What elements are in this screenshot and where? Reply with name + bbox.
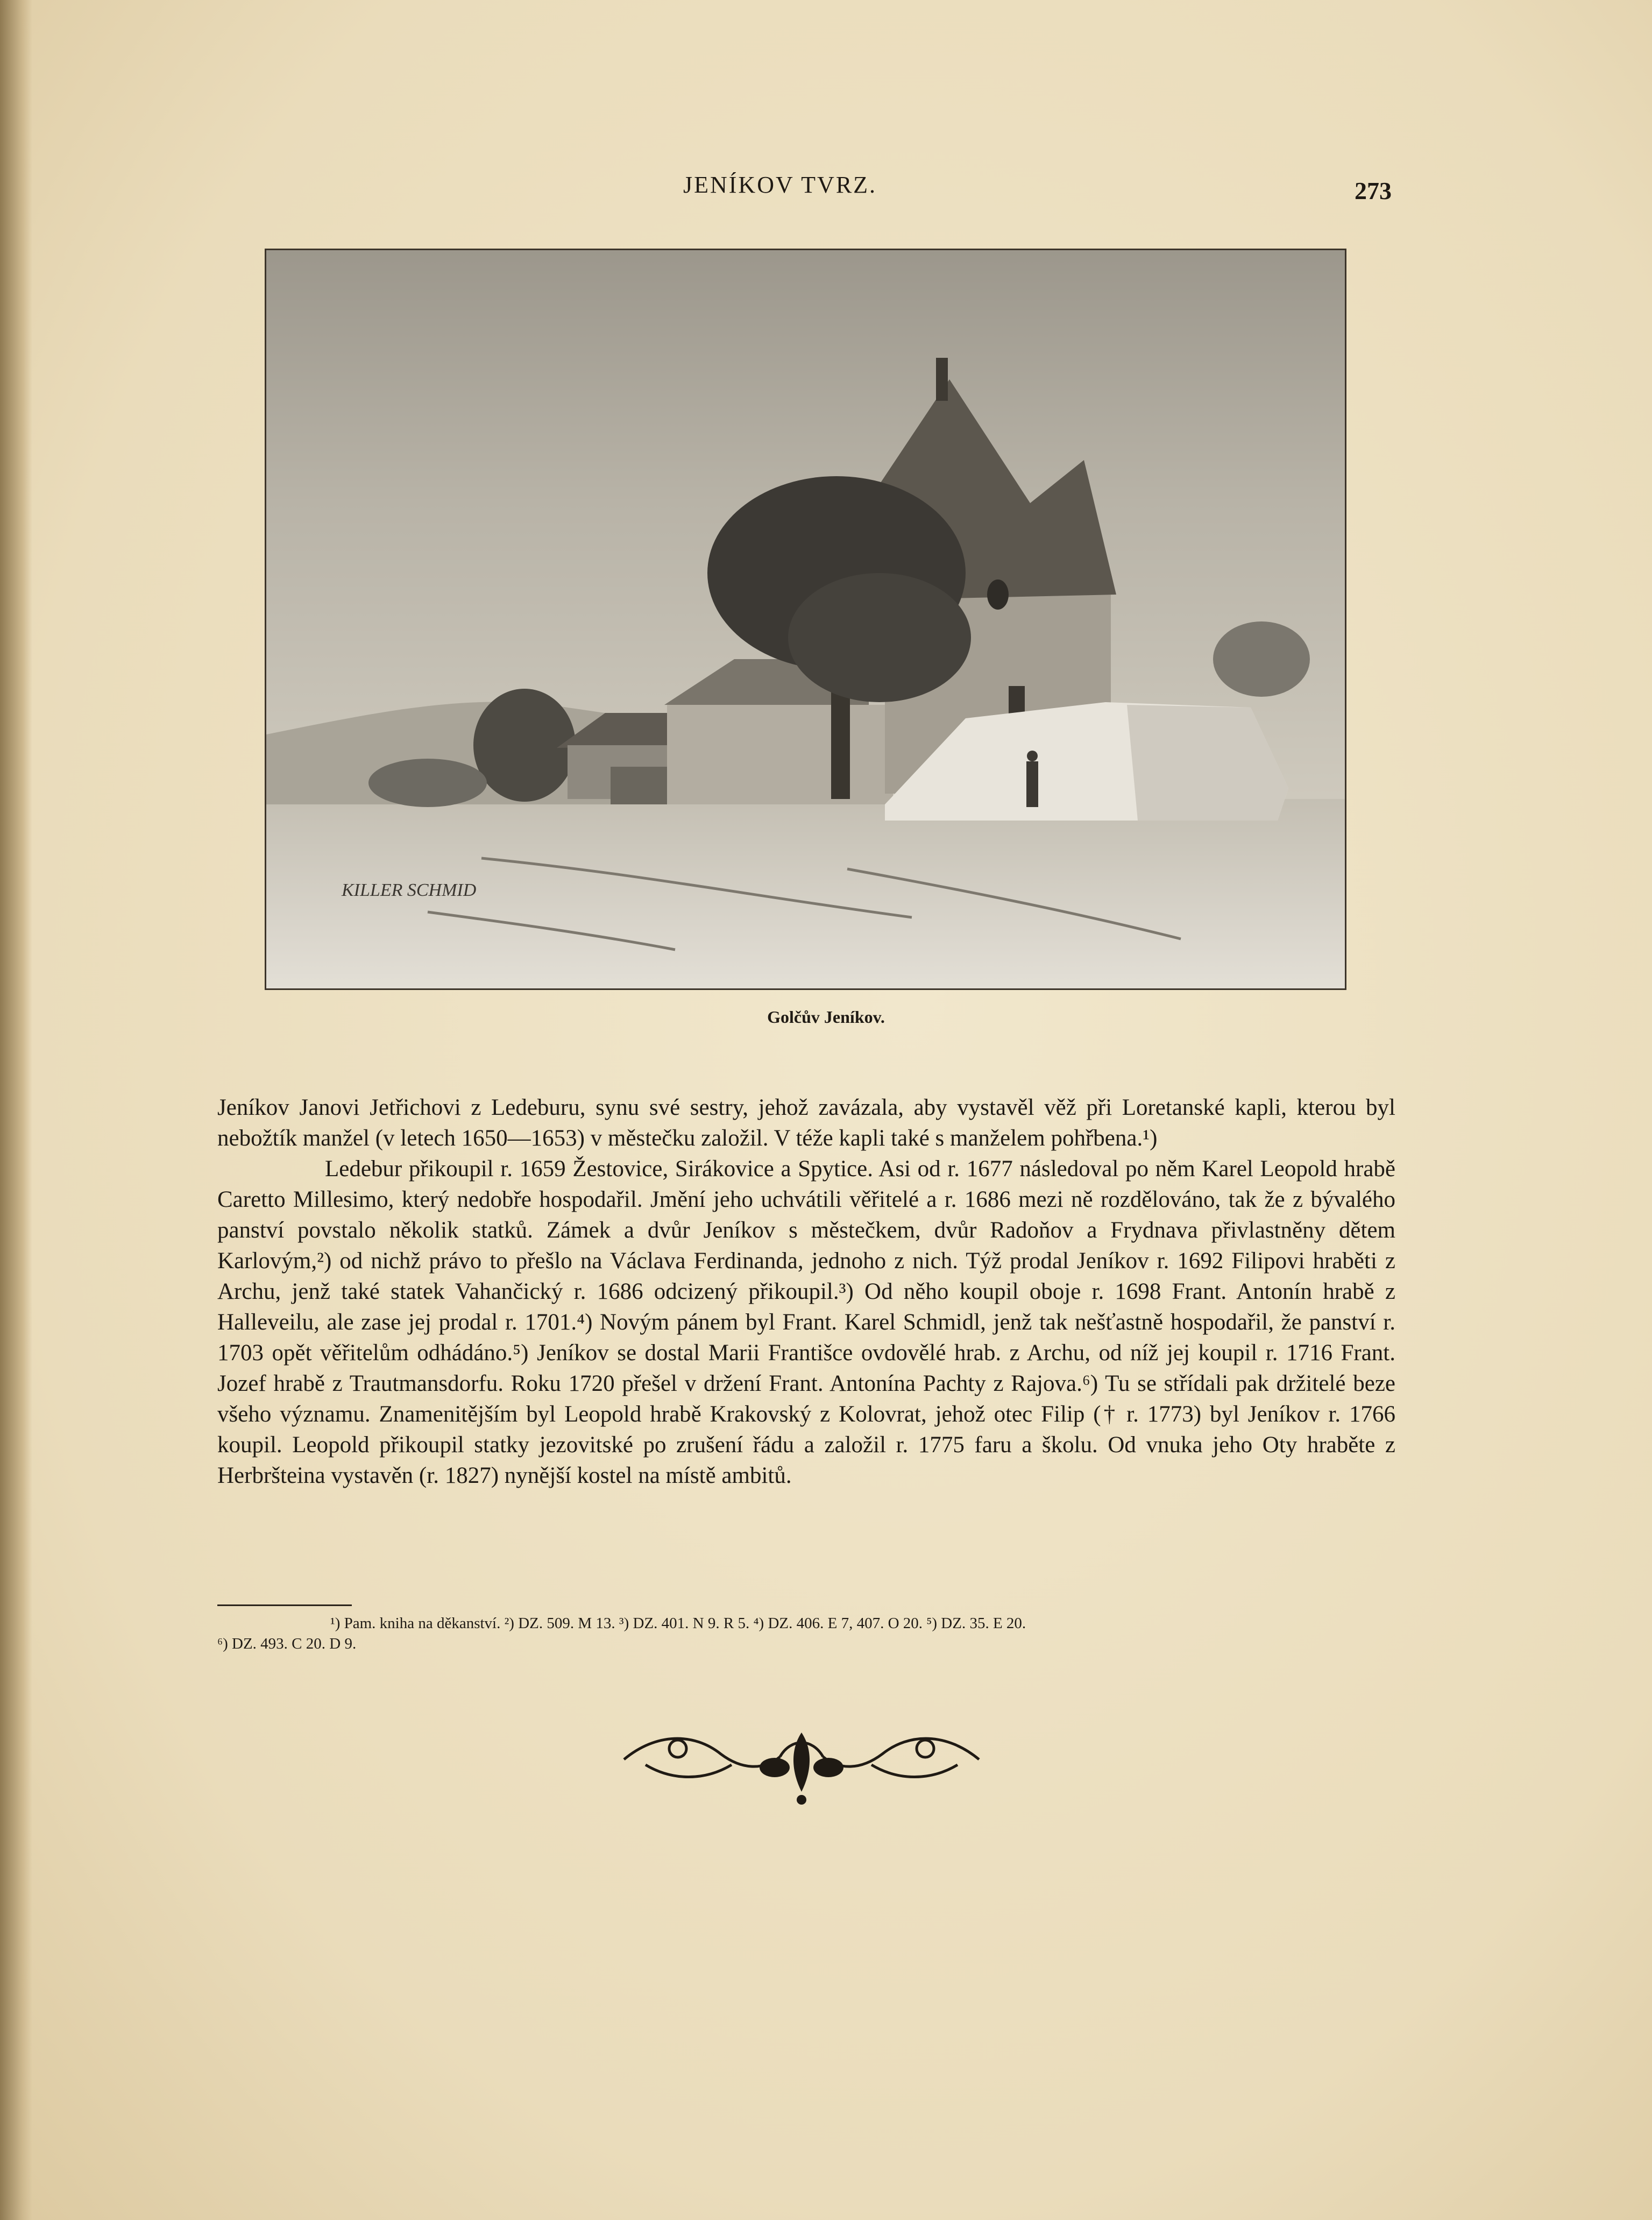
- tree-crown-2: [788, 573, 971, 702]
- long-building: [667, 705, 893, 804]
- page-gutter-shadow: [0, 0, 32, 2220]
- paragraph-2: Ledebur přikoupil r. 1659 Žestovice, Sirákovice a Spytice. Asi od r. 1677 následoval po něm Karel Leopold hrabě Caretto Millesimo, který nedobře hospodařil. Jmění jeho uchvátili věřitelé a r. 1686 mezi ně rozdělováno, tak že z bývalého panství povstalo několik statků. Zámek a dvůr Jeníkov s městečkem, dvůr Radoňov a Frydnava přivlastněny dětem Karlovým,²) od nichž právo to přešlo na Václava Ferdinanda, jednoho z nich. Týž prodal Jeníkov r. 1692 Filipovi hraběti z Archu, jenž také statek Vahančický r. 1686 odcizený přikoupil.³) Od něho koupil oboje r. 1698 Frant. Antonín hrabě z Halleveilu, ale zase jej prodal r. 1701.⁴) Novým pánem byl Frant. Karel Schmidl, jenž tak nešťastně hospodařil, že panství r. 1703 opět věřitelům odhádáno.⁵) Jeníkov se dostal Marii Františce ovdovělé hrab. z Archu, od níž jej koupil r. 1716 Frant. Jozef hrabě z Trautmansdorfu. Roku 1720 přešel v držení Frant. Antonína Pachty z Rajova.⁶) Tu se střídali pak držitelé beze všeho významu. Znamenitějším byl Leopold hrabě Krakovský z Kolovrat, jehož otec Filip († r. 1773) byl Jeníkov r. 1766 koupil. Leopold přikoupil statky jezovitské po zrušení řádu a založil r. 1775 faru a školu. Od vnuka jeho Oty hraběte z Herbršteina vystavěn (r. 1827) nynější kostel na místě ambitů.: [217, 1156, 1395, 1488]
- footnote-line-1: ¹) Pam. kniha na děkanství. ²) DZ. 509. M 13. ³) DZ. 401. N 9. R 5. ⁴) DZ. 406. E 7, 407. O 20. ⁵) DZ. 35. E 20.: [330, 1615, 1026, 1632]
- chapel-window: [987, 579, 1009, 610]
- body-text: [217, 1092, 1395, 1491]
- tree-left: [473, 689, 576, 802]
- illustration-golcuv-jenikov: [265, 249, 1346, 990]
- figure-caption: Golčův Jeníkov.: [767, 1007, 885, 1027]
- chapel-spire: [936, 358, 948, 401]
- artist-signature: KILLER SCHMID: [342, 880, 477, 900]
- woman-figure: [1026, 761, 1038, 807]
- tree-right: [1213, 621, 1310, 697]
- decorative-ornament-icon: [613, 1711, 990, 1808]
- bush-left: [368, 759, 487, 807]
- woman-head: [1027, 751, 1038, 761]
- footnote-line-2: ⁶) DZ. 493. C 20. D 9.: [217, 1635, 357, 1652]
- footnote-rule: [217, 1604, 352, 1606]
- illustration-drawing: [266, 250, 1345, 988]
- page-number: 273: [1355, 177, 1392, 204]
- paragraph-1: Jeníkov Janovi Jetřichovi z Ledeburu, synu své sestry, jehož zavázala, aby vystavěl věž při Loretanské kapli, kterou byl nebožtík manžel (v letech 1650—1653) v městečku založil. V téže kapli také s manželem pohřbena.¹): [217, 1095, 1395, 1151]
- footnotes: [217, 1613, 1395, 1654]
- running-title: JENÍKOV TVRZ.: [683, 172, 877, 198]
